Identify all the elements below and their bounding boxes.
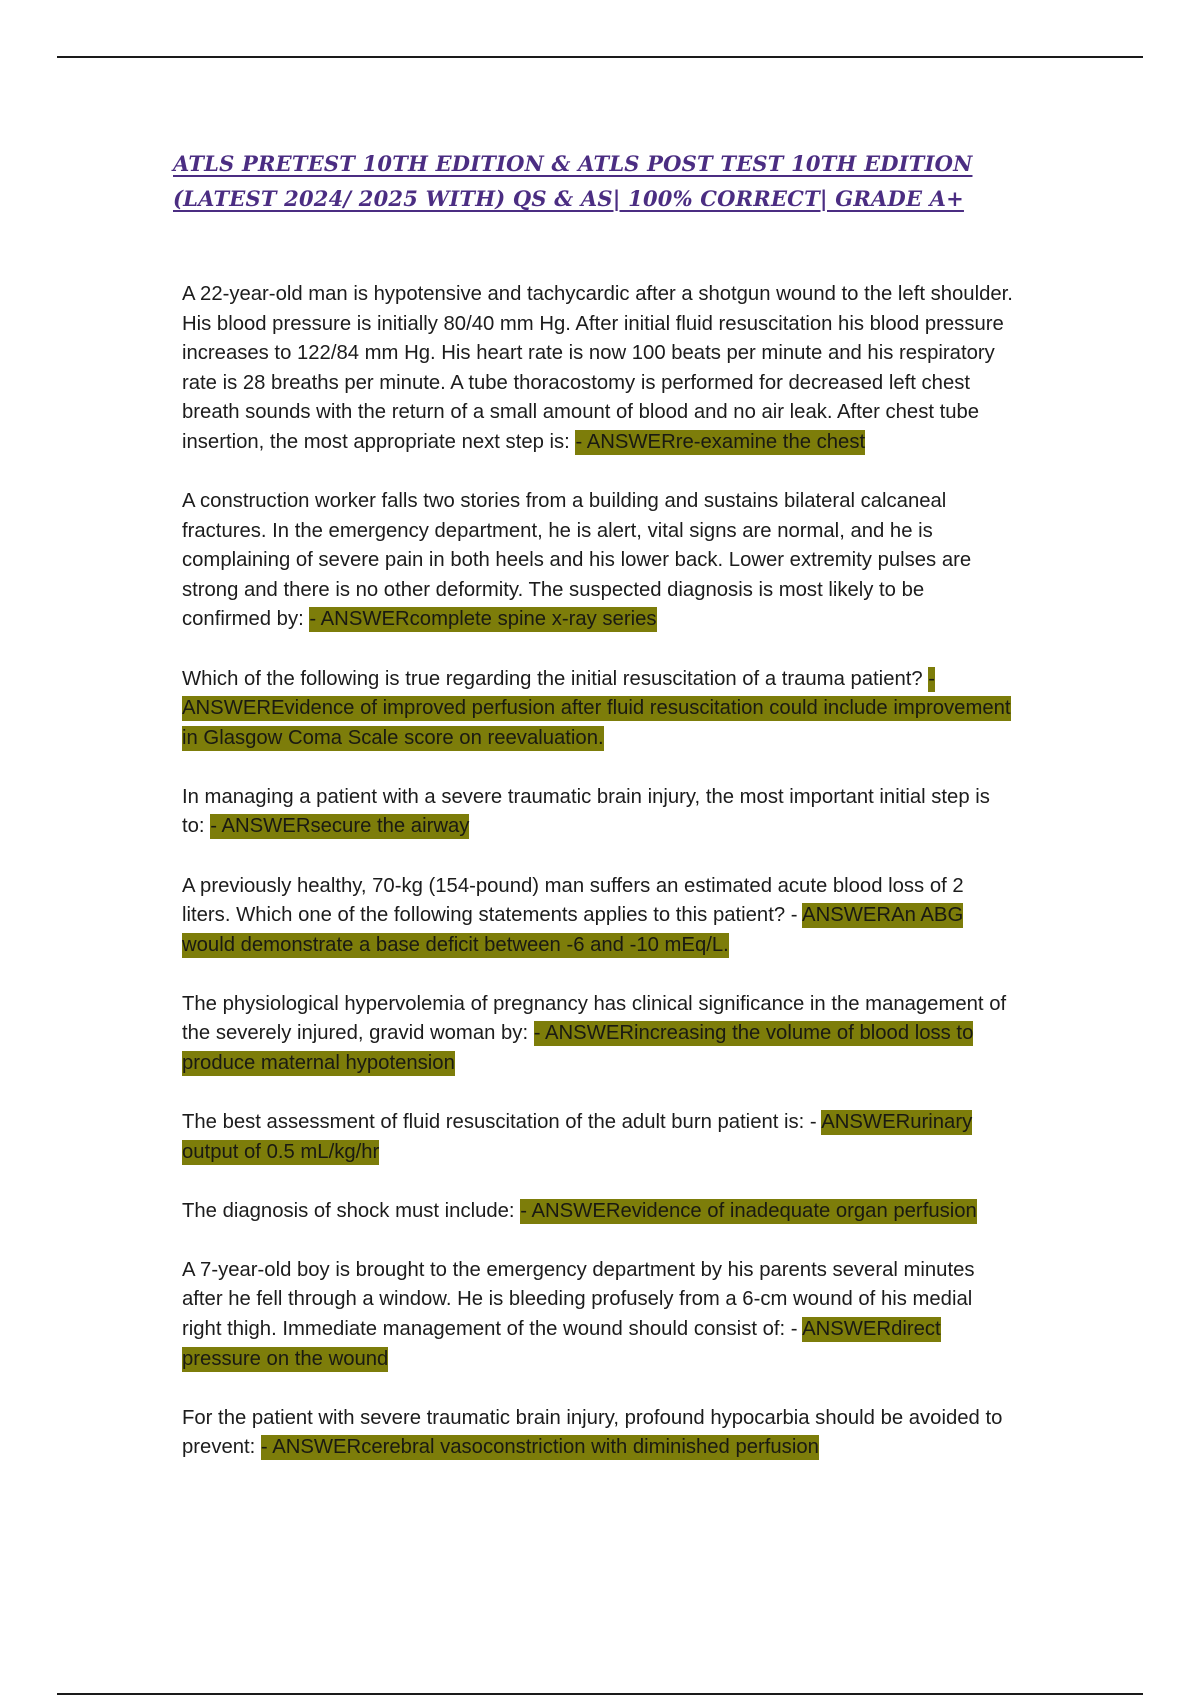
qa-item — [182, 1256, 1017, 1374]
answer-highlight: - ANSWERevidence of inadequate organ perfusion — [520, 1199, 977, 1222]
qa-item — [182, 990, 1017, 1079]
answer-highlight: - ANSWEREvidence of improved perfusion after fluid resuscitation could include improvement in Glasgow Coma Scale score on reevaluation. — [182, 667, 1011, 749]
question-text: The diagnosis of shock must include: — [182, 1199, 521, 1222]
question-text: A construction worker falls two stories from a building and sustains bilateral calcaneal fractures. In the emergency department, he is alert, vital signs are normal, and he is complaining of severe pain in both heels and his lower back. Lower extremity pulses are strong and there is no other deformity. The suspected diagnosis is most likely to be confirmed by: — [182, 490, 972, 631]
question-text: A 7-year-old boy is brought to the emergency department by his parents several minutes after he fell through a window. He is bleeding profusely from a 6-cm wound of his medial right thigh. Immediate management of the wound should consist of: - — [182, 1258, 975, 1341]
question-text: The best assessment of fluid resuscitation of the adult burn patient is: - — [182, 1111, 822, 1134]
question-text: In managing a patient with a severe traumatic brain injury, the most important initial step is to: — [182, 785, 990, 838]
question-text: A 22-year-old man is hypotensive and tachycardic after a shotgun wound to the left shoulder. His blood pressure is initially 80/40 mm Hg. After initial fluid resuscitation his blood pressure increases to 122/84 mm Hg. His heart rate is now 100 beats per minute and his respiratory rate is 28 breaths per minute. A tube thoracostomy is performed for decreased left chest breath sounds with the return of a small amount of blood and no air leak. After chest tube insertion, the most appropriate next step is: — [182, 283, 1013, 453]
answer-highlight: - ANSWERre-examine the chest — [575, 430, 866, 453]
answer-highlight: - ANSWERcerebral vasoconstriction with diminished perfusion — [260, 1436, 819, 1459]
question-text: Which of the following is true regarding the initial resuscitation of a trauma patient? — [182, 667, 929, 690]
answer-highlight: ANSWERAn ABG would demonstrate a base deficit between -6 and -10 mEq/L. — [182, 904, 964, 956]
answer-highlight: - ANSWERsecure the airway — [210, 815, 470, 838]
question-text: A previously healthy, 70-kg (154-pound) man suffers an estimated acute blood loss of 2 liters. Which one of the following statements applies to this patient? - — [182, 874, 964, 927]
qa-item — [182, 487, 1017, 635]
answer-highlight: ANSWERdirect pressure on the wound — [182, 1318, 941, 1370]
qa-list — [182, 280, 1017, 1492]
answer-highlight: ANSWERurinary output of 0.5 mL/kg/hr — [182, 1111, 973, 1163]
bottom-rule — [57, 1693, 1143, 1695]
qa-item — [182, 1197, 1017, 1227]
question-text: The physiological hypervolemia of pregnancy has clinical significance in the management of the severely injured, gravid woman by: — [182, 992, 1007, 1045]
qa-item — [182, 1108, 1017, 1167]
top-rule — [57, 56, 1143, 58]
answer-highlight: - ANSWERincreasing the volume of blood loss to produce maternal hypotension — [182, 1022, 974, 1074]
qa-item — [182, 280, 1017, 458]
qa-item — [182, 783, 1017, 842]
answer-highlight: - ANSWERcomplete spine x-ray series — [309, 608, 657, 631]
question-text: For the patient with severe traumatic brain injury, profound hypocarbia should be avoided to prevent: — [182, 1406, 1003, 1459]
document-title: ATLS PRETEST 10TH EDITION & ATLS POST TEST 10TH EDITION (LATEST 2024/ 2025 WITH) QS & AS| 100% CORRECT| GRADE A+ — [173, 151, 973, 211]
qa-item — [182, 665, 1017, 754]
qa-item — [182, 1404, 1017, 1463]
qa-item — [182, 872, 1017, 961]
